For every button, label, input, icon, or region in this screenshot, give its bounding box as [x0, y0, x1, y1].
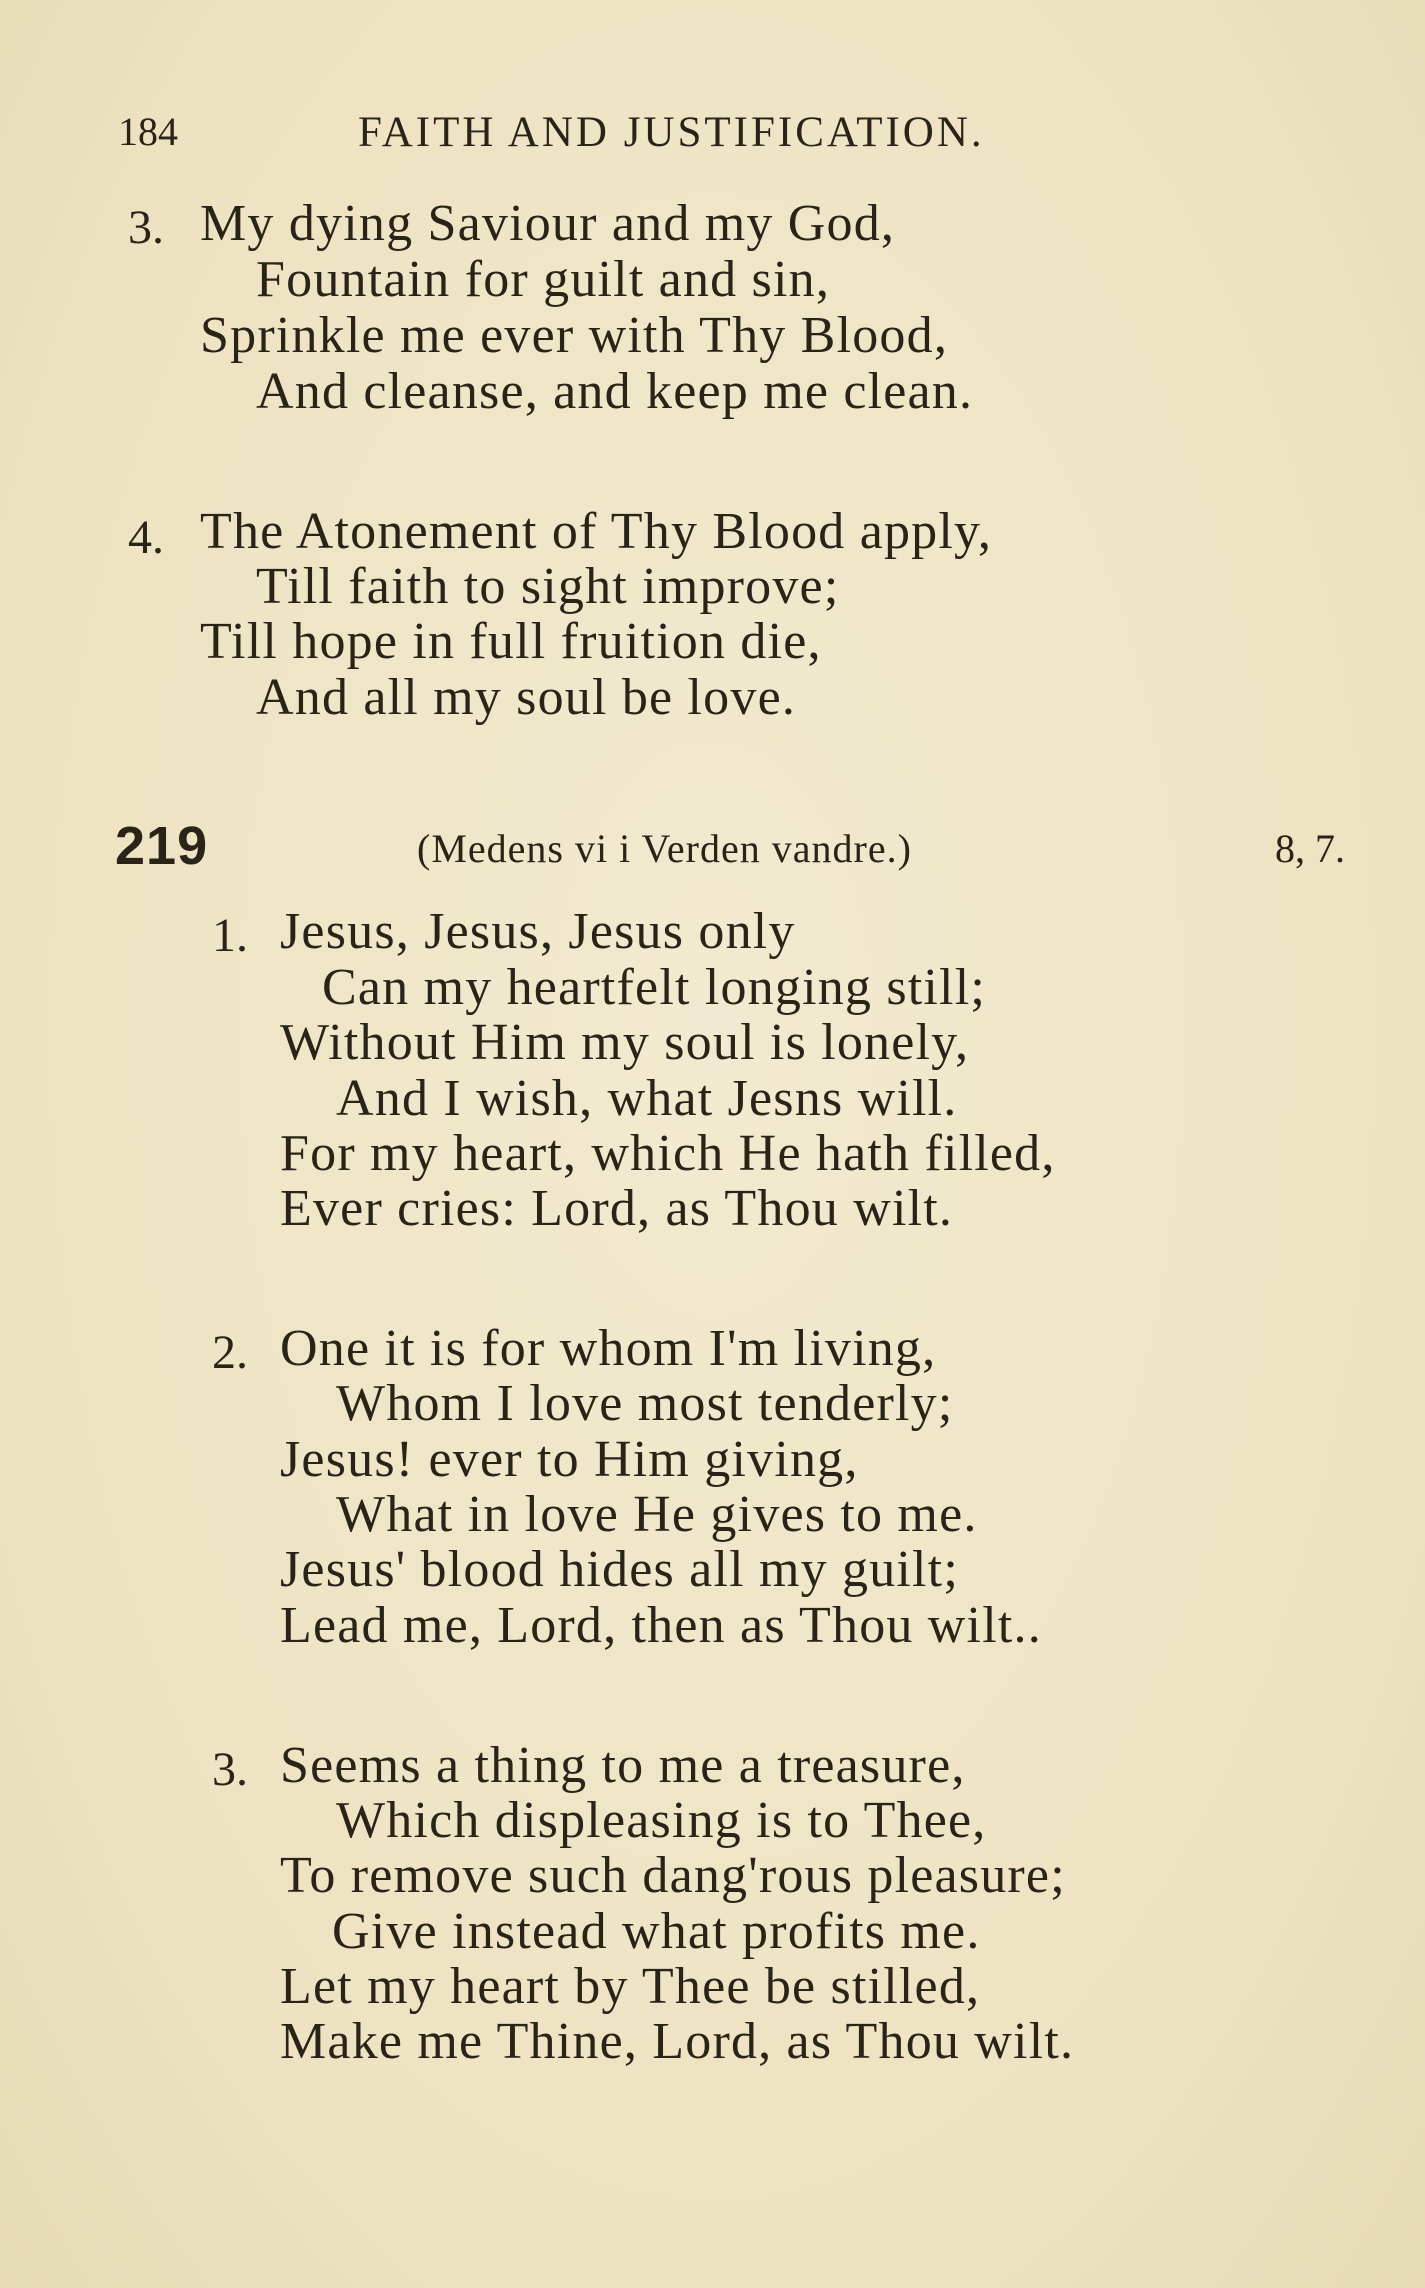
verse-line: For my heart, which He hath filled,	[280, 1125, 1056, 1182]
verse-line: Which displeasing is to Thee,	[336, 1792, 987, 1849]
stanza-number: 3.	[128, 201, 164, 254]
verse-line: Lead me, Lord, then as Thou wilt..	[280, 1597, 1042, 1654]
verse-line: The Atonement of Thy Blood apply,	[200, 503, 993, 560]
verse-line: And I wish, what Jesns will.	[336, 1070, 958, 1127]
stanza-number: 1.	[212, 909, 248, 962]
stanza-number: 4.	[128, 511, 164, 564]
page-header	[118, 108, 1128, 168]
verse-line: Ever cries: Lord, as Thou wilt.	[280, 1180, 954, 1237]
verse-line: What in love He gives to me.	[336, 1486, 978, 1543]
verse-line: Let my heart by Thee be stilled,	[280, 1958, 981, 2015]
verse-line: Can my heartfelt longing still;	[322, 959, 986, 1016]
hymn-number: 219	[115, 816, 209, 876]
verse-line: And all my soul be love.	[256, 669, 797, 726]
verse-line: Jesus! ever to Him giving,	[280, 1431, 859, 1488]
verse-line: And cleanse, and keep me clean.	[256, 363, 974, 420]
verse-line: Seems a thing to me a treasure,	[280, 1737, 966, 1794]
verse-line: Sprinkle me ever with Thy Blood,	[200, 307, 949, 364]
page-number: 184	[118, 109, 178, 154]
verse-line: Jesus, Jesus, Jesus only	[280, 903, 796, 960]
verse-line: My dying Saviour and my God,	[200, 195, 896, 252]
hymn-meter: 8, 7.	[1275, 826, 1345, 871]
verse-line: Fountain for guilt and sin,	[256, 251, 831, 308]
hymn-tune-name: (Medens vi i Verden vandre.)	[417, 826, 912, 871]
verse-line: Without Him my soul is lonely,	[280, 1014, 970, 1071]
verse-line: Till faith to sight improve;	[256, 558, 840, 615]
verse-line: Make me Thine, Lord, as Thou wilt.	[280, 2013, 1075, 2070]
stanza-number: 2.	[212, 1326, 248, 1379]
verse-line: Jesus' blood hides all my guilt;	[280, 1541, 959, 1598]
verse-line: Whom I love most tenderly;	[336, 1375, 954, 1432]
verse-line: Give instead what profits me.	[332, 1903, 981, 1960]
stanza-number: 3.	[212, 1743, 248, 1796]
verse-line: Till hope in full fruition die,	[200, 613, 822, 670]
verse-line: To remove such dang'rous pleasure;	[280, 1847, 1066, 1904]
hymn-heading	[115, 815, 1360, 885]
running-title: FAITH AND JUSTIFICATION.	[358, 109, 985, 156]
verse-line: One it is for whom I'm living,	[280, 1320, 937, 1377]
